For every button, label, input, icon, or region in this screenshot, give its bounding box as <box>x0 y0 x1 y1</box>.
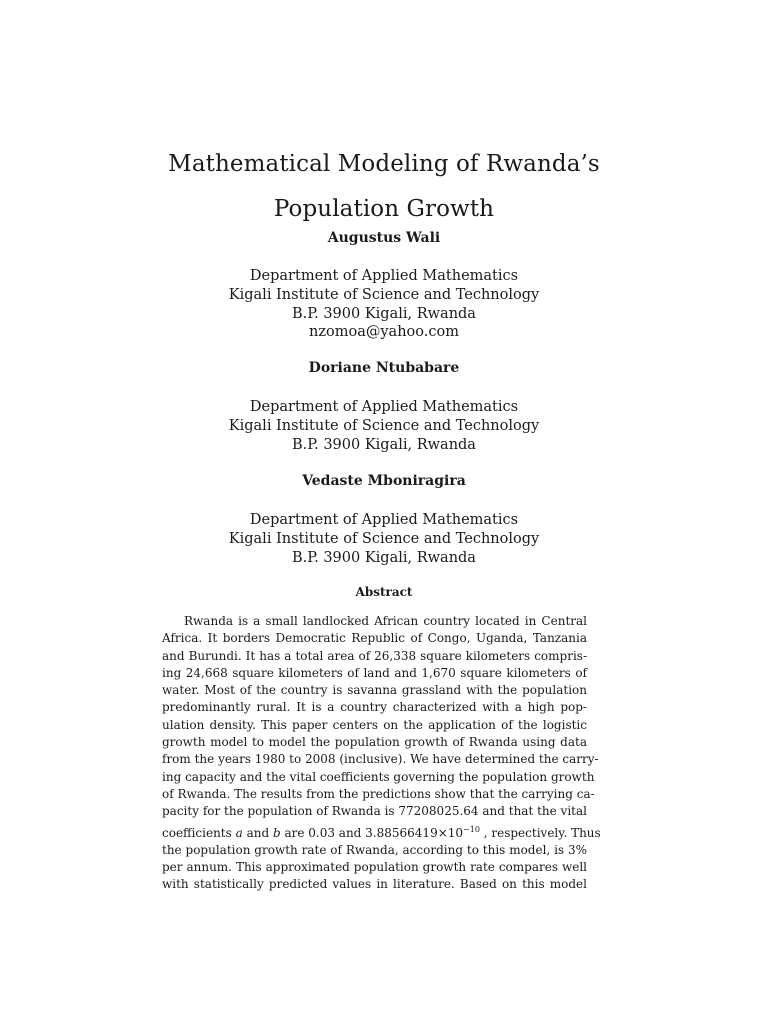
abstract-line: and Burundi. It has a total area of 26,338 square kilometers compris- <box>162 648 587 663</box>
affiliation-department: Department of Applied Mathematics <box>249 268 519 284</box>
coef-text: are 0.03 and 3.88566419 <box>280 825 438 840</box>
abstract-line: with statistically predicted values in literature. Based on this model <box>162 877 587 892</box>
coef-text: and <box>242 825 273 840</box>
affiliation-institute: Kigali Institute of Science and Technology <box>228 417 540 434</box>
author-name: Doriane Ntubabare <box>308 360 460 376</box>
exponent: −10 <box>463 824 480 834</box>
author-name: Vedaste Mboniragira <box>302 473 466 489</box>
affiliation-address: B.P. 3900 Kigali, Rwanda <box>292 549 476 566</box>
author-name: Augustus Wali <box>327 230 441 246</box>
abstract-line: from the years 1980 to 2008 (inclusive). We have determined the carry- <box>162 752 599 767</box>
coef-text: coefficients <box>162 825 236 840</box>
coef-text: , respectively. Thus <box>479 825 601 840</box>
abstract-line: Africa. It borders Democratic Republic of Congo, Uganda, Tanzania <box>162 631 587 646</box>
affiliation-address: B.P. 3900 Kigali, Rwanda <box>292 436 476 453</box>
title-line-2: Population Growth <box>273 196 495 222</box>
paper-title <box>0 142 768 232</box>
abstract-line: predominantly rural. It is a country characterized with a high pop- <box>162 700 587 715</box>
title-line-1: Mathematical Modeling of Rwanda’s <box>168 151 600 177</box>
times-sign: × <box>437 825 448 840</box>
abstract-line: pacity for the population of Rwanda is 77208025.64 and that the vital <box>162 804 587 819</box>
exponent-base: 10 <box>447 825 464 840</box>
coef-b: b <box>272 825 281 840</box>
abstract-line: ing capacity and the vital coefficients governing the population growth <box>162 769 595 784</box>
author-affiliation <box>0 398 768 454</box>
author-affiliation <box>0 511 768 567</box>
affiliation-institute: Kigali Institute of Science and Technology <box>228 530 540 547</box>
affiliation-email: nzomoa@yahoo.com <box>309 324 459 341</box>
abstract-line: Rwanda is a small landlocked African country located in Central <box>184 614 587 628</box>
coef-a: a <box>235 825 243 840</box>
affiliation-institute: Kigali Institute of Science and Technology <box>228 286 540 303</box>
abstract-line: water. Most of the country is savanna grassland with the population <box>162 683 587 698</box>
abstract-body <box>162 613 601 894</box>
abstract-line: ing 24,668 square kilometers of land and 1,670 square kilometers of <box>162 665 587 680</box>
abstract-line-coefficients <box>162 821 601 842</box>
abstract-line: the population growth rate of Rwanda, according to this model, is 3% <box>162 842 587 857</box>
abstract-line: growth model to model the population growth of Rwanda using data <box>162 735 587 750</box>
abstract-line: per annum. This approximated population growth rate compares well <box>162 860 587 875</box>
author-affiliation <box>0 267 768 342</box>
abstract-line: ulation density. This paper centers on the application of the logistic <box>162 717 587 732</box>
abstract-heading: Abstract <box>355 585 413 599</box>
affiliation-department: Department of Applied Mathematics <box>249 399 519 415</box>
affiliation-address: B.P. 3900 Kigali, Rwanda <box>292 305 476 322</box>
affiliation-department: Department of Applied Mathematics <box>249 512 519 528</box>
abstract-line: of Rwanda. The results from the predictions show that the carrying ca- <box>162 786 595 801</box>
